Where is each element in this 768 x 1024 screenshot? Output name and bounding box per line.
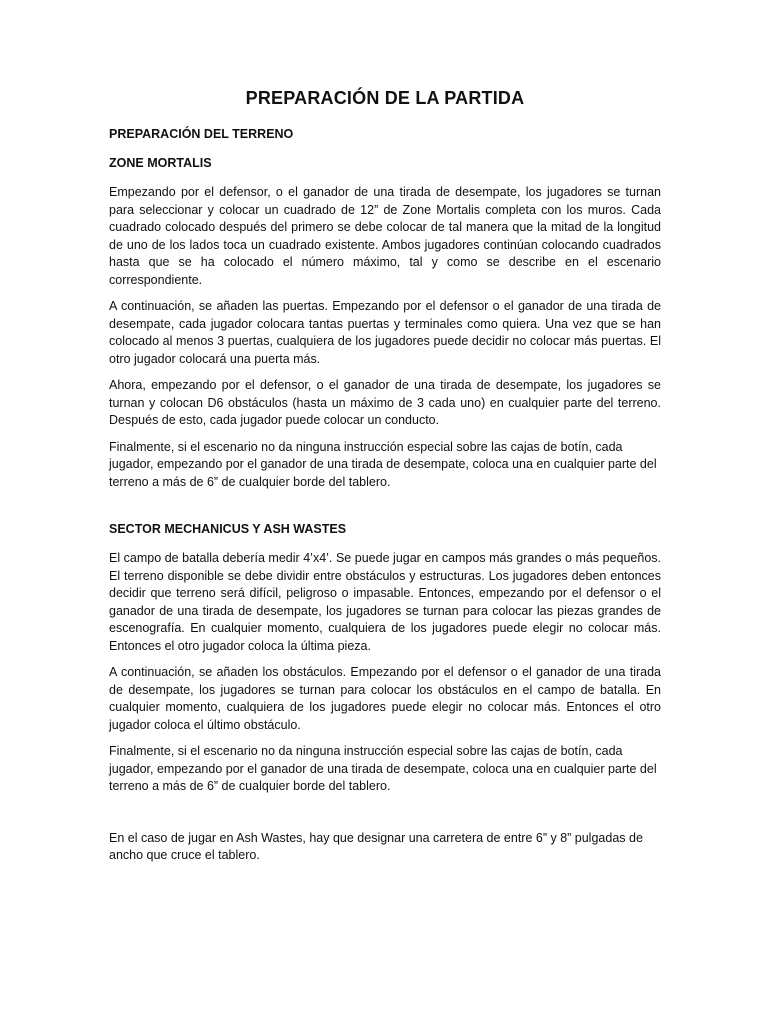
sm-paragraph: A continuación, se añaden los obstáculos. Empezando por el defensor o el ganador de una tirada de desempate, los jugadores se turnan para colocar los obstáculos en el campo de batalla. En cualquier momento, cualquiera de los jugadores puede elegir no colocar más. Entonces el otro jugador coloca el último obstáculo.	[109, 665, 661, 732]
zm-paragraph: Ahora, empezando por el defensor, o el ganador de una tirada de desempate, los jugadores se turnan y colocan D6 obstáculos (hasta un máximo de 3 cada uno) en cualquier parte del terreno. Después de esto, cada jugador puede colocar un conducto.	[109, 378, 661, 427]
sm-paragraph: El campo de batalla debería medir 4’x4’. Se puede jugar en campos más grandes o más pequeños. El terreno disponible se debe dividir entre obstáculos y estructuras. Los jugadores deben entonces decidir que terreno será difícil, peligroso o impasable. Entonces, empezando por el defensor o el ganador de una tirada de desempate, los jugadores se turnan para colocar las piezas grandes de escenografía. En cualquier momento, cualquiera de los jugadores puede elegir no colocar más. Entonces el otro jugador coloca la última pieza.	[109, 551, 661, 653]
zm-paragraph: Empezando por el defensor, o el ganador de una tirada de desempate, los jugadores se turnan para seleccionar y colocar un cuadrado de 12” de Zone Mortalis completa con los muros. Cada cuadrado colocado después del primero se debe colocar de tal manera que la mitad de la longitud de uno de los lados toca un cuadrado existente. Ambos jugadores continúan colocando cuadrados hasta que se ha colocado el número máximo, tal y como se describe en el escenario correspondiente.	[109, 185, 661, 287]
subsection-heading-sector-mechanicus: SECTOR MECHANICUS Y ASH WASTES	[109, 522, 347, 536]
sm-paragraph: Finalmente, si el escenario no da ninguna instrucción especial sobre las cajas de botín, cada jugador, empezando por el ganador de una tirada de desempate, coloca una en cualquier parte del terreno a más de 6” de cualquier borde del tablero.	[109, 744, 657, 793]
zm-paragraph: Finalmente, si el escenario no da ninguna instrucción especial sobre las cajas de botín, cada jugador, empezando por el ganador de una tirada de desempate, coloca una en cualquier parte del terreno a más de 6” de cualquier borde del tablero.	[109, 439, 657, 489]
ash-wastes-note: En el caso de jugar en Ash Wastes, hay que designar una carretera de entre 6” y 8” pulgadas de ancho que cruce el tablero.	[109, 830, 643, 862]
section-spacer	[109, 805, 661, 830]
section-spacer	[109, 500, 661, 521]
document-body	[109, 84, 661, 874]
page-title: PREPARACIÓN DE LA PARTIDA	[245, 88, 525, 108]
section-heading-terrain: PREPARACIÓN DEL TERRENO	[109, 127, 294, 141]
subsection-heading-zone-mortalis: ZONE MORTALIS	[109, 156, 212, 170]
zm-paragraph: A continuación, se añaden las puertas. Empezando por el defensor o el ganador de una tirada de desempate, cada jugador colocara tantas puertas y terminales como quiera. Una vez que se han colocado al menos 3 puertas, cualquiera de los jugadores puede decidir no colocar más puertas. El otro jugador colocará una puerta más.	[109, 299, 661, 366]
